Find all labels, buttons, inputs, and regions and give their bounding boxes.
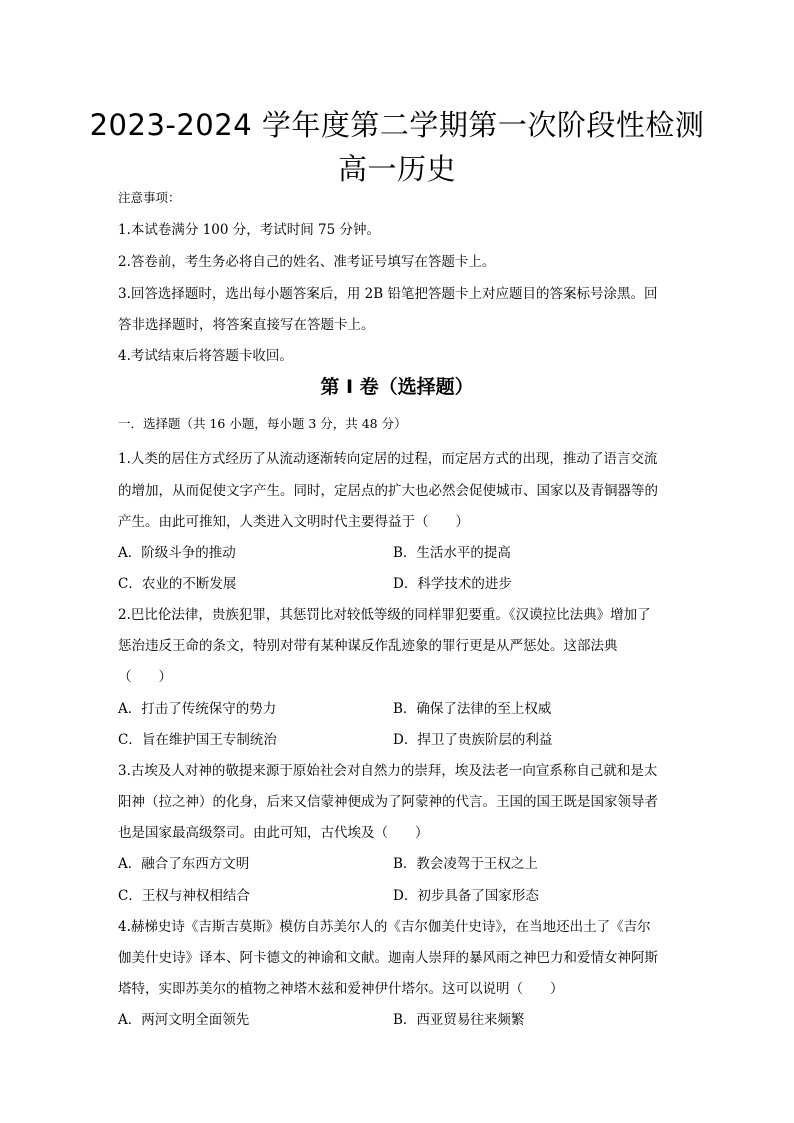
question-2-line: 惩治违反王命的条文，特别对带有某种谋反作乱迹象的罪行更是从严惩处。这部法典 (118, 638, 618, 654)
question-3-option-b: B．教会凌驾于王权之上 (393, 856, 538, 872)
question-2-option-b: B．确保了法律的至上权威 (393, 701, 552, 717)
question-4-line: 伽美什史诗》译本、阿卡德文的神谕和文献。迦南人崇拜的暴风雨之神巴力和爱情女神阿斯 (118, 950, 658, 966)
note-item: 1.本试卷满分 100 分，考试时间 75 分钟。 (118, 222, 380, 238)
question-2-line: （ ） (118, 669, 172, 685)
question-1-line: 产生。由此可推知，人类进入文明时代主要得益于（ ） (118, 514, 469, 530)
question-3-option-d: D．初步具备了国家形态 (393, 888, 539, 904)
note-item: 答非选择题时，将答案直接写在答题卡上。 (118, 317, 375, 333)
question-2-option-d: D．捍卫了贵族阶层的利益 (393, 732, 553, 748)
question-4-line: 塔特，实即苏美尔的植物之神塔木兹和爱神伊什塔尔。这可以说明（ ） (118, 981, 564, 997)
question-3-line: 也是国家最高级祭司。由此可知，古代埃及（ ） (118, 825, 429, 841)
question-2-line: 2.巴比伦法律，贵族犯罪，其惩罚比对较低等级的同样罪犯要重。《汉谟拉比法典》增加了 (118, 607, 651, 623)
question-3-line: 3.古埃及人对神的敬提来源于原始社会对自然力的崇拜，埃及法老一向宣系称自己就和是太 (118, 763, 658, 779)
section-title: 第 I 卷（选择题） (320, 376, 474, 398)
question-1-option-c: C．农业的不断发展 (118, 576, 237, 592)
question-3-option-c: C．王权与神权相结合 (118, 888, 250, 904)
question-4-option-a: A．两河文明全面领先 (118, 1012, 250, 1028)
question-3-option-a: A．融合了东西方文明 (118, 856, 250, 872)
question-1-option-a: A．阶级斗争的推动 (118, 545, 236, 561)
question-2-option-c: C．旨在维护国王专制统治 (118, 732, 277, 748)
note-item: 2.答卷前，考生务必将自己的姓名、准考证号填写在答题卡上。 (118, 254, 496, 270)
question-2-option-a: A．打击了传统保守的势力 (118, 701, 277, 717)
section-instruction: 一．选择题（共 16 小题，每小题 3 分，共 48 分） (118, 416, 407, 431)
question-4-option-b: B．西亚贸易往来频繁 (393, 1012, 525, 1028)
note-item: 3.回答选择题时，选出每小题答案后，用 2B 铅笔把答题卡上对应题目的答案标号涂黑。回 (118, 286, 658, 302)
question-1-line: 的增加，从而促使文字产生。同时，定居点的扩大也必然会促使城市、国家以及青铜器等的 (118, 483, 658, 499)
question-1-option-d: D．科学技术的进步 (393, 576, 512, 592)
exam-title: 2023-2024 学年度第二学期第一次阶段性检测 (89, 108, 705, 142)
notes-heading: 注意事项： (118, 190, 181, 205)
question-1-line: 1.人类的居住方式经历了从流动逐渐转向定居的过程，而定居方式的出现，推动了语言交流 (118, 451, 658, 467)
question-3-line: 阳神（拉之神）的化身，后来又信蒙神便成为了阿蒙神的代言。王国的国王既是国家领导者 (118, 794, 658, 810)
question-4-line: 4.赫梯史诗《吉斯吉莫斯》模仿自苏美尔人的《吉尔伽美什史诗》，在当地还出土了《吉尔 (118, 919, 651, 935)
note-item: 4.考试结束后将答题卡收回。 (118, 348, 293, 364)
question-1-option-b: B．生活水平的提高 (393, 545, 511, 561)
exam-subject: 高一历史 (337, 152, 456, 186)
